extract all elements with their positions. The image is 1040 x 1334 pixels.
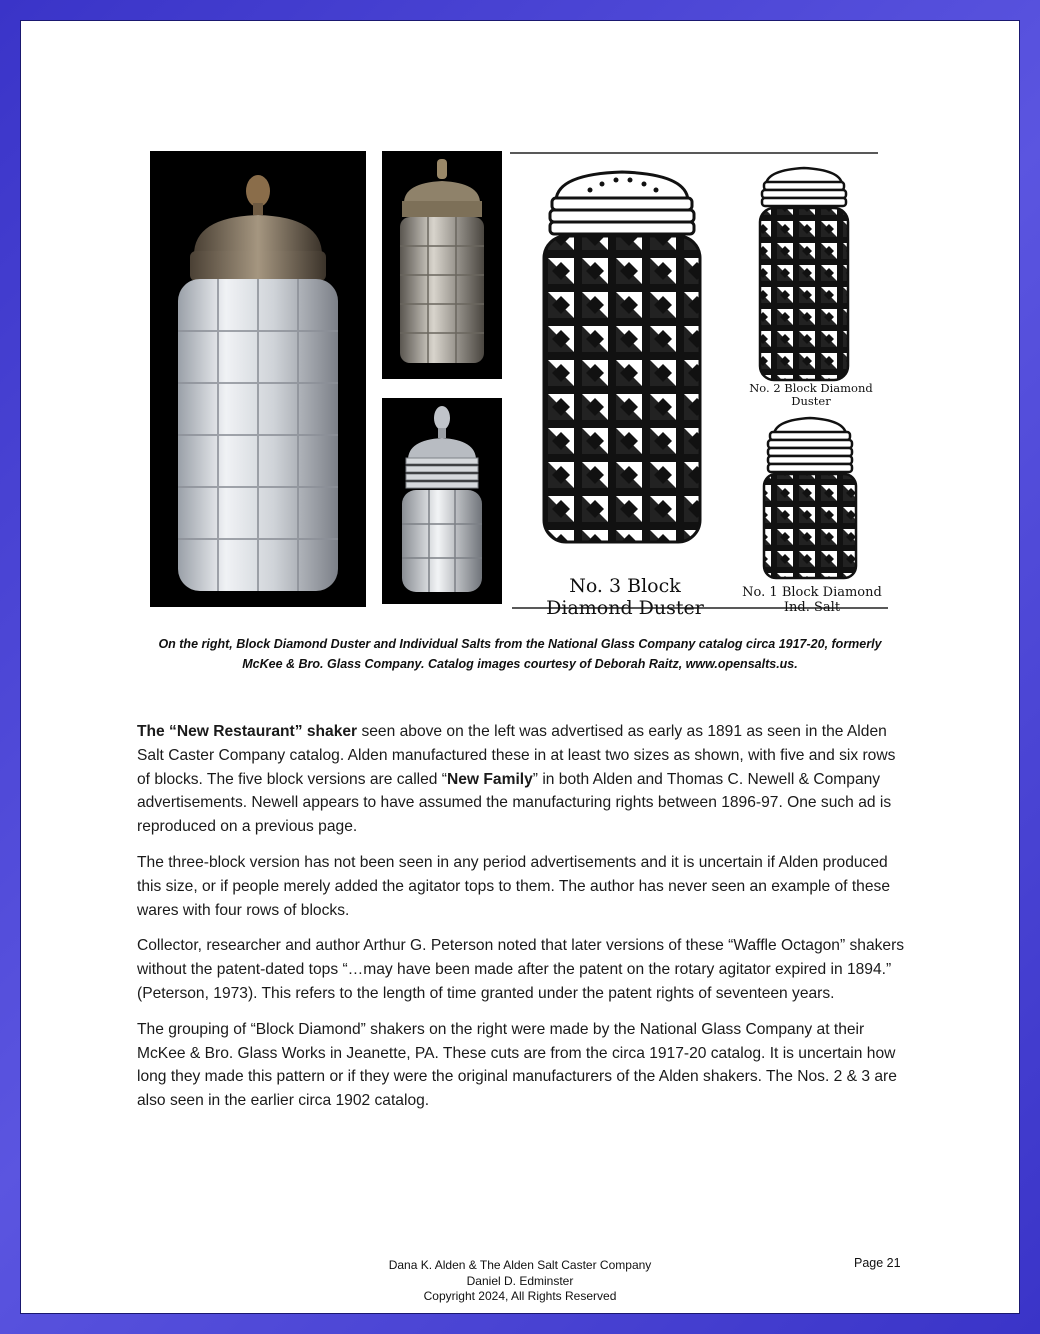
footer-line-2: Daniel D. Edminster [466,1273,574,1288]
caption-line-1: On the right, Block Diamond Duster and Individual Salts from the National Glass Company catalog circa 1917-20, formerly [158,637,882,651]
small-shaker-photo [382,398,502,604]
paragraph-2: The three-block version has not been seen in any period advertisements and it is uncertain if Alden produced this size, or if people merely added the agitator tops to them. The author has never seen an example of these wares with four rows of blocks. [137,853,890,919]
footer-line-3: Copyright 2024, All Rights Reserved [423,1289,617,1303]
paragraph-1-text-a: seen above on the left was advertised as early as 1891 as seen in the Alden Salt Caster Company catalog. Alden manufactured these in at least two sizes as shown, with five and six rows of blocks. The five block versions are called “ [137,723,896,788]
new-family-term: New Family [447,770,533,788]
paragraph-4: The grouping of “Block Diamond” shakers on the right were made by the National Glass Company at their McKee & Bro. Glass Works in Jeanette, PA. These cuts are from the circa 1917-20 catalog. It is uncertain how long they made this pattern or if they were the original manufacturers of the Alden shakers. The Nos. 2 & 3 are also seen in the earlier circa 1902 catalog. [137,1020,897,1110]
no1-salt-drawing [764,418,856,578]
figure-caption [120,634,920,674]
caption-line-2: McKee & Bro. Glass Company. Catalog images courtesy of Deborah Raitz, www.opensalts.us. [242,657,798,671]
no1-label: No. 1 Block Diamond Ind. Salt [742,585,882,615]
catalog-illustration [510,152,890,619]
large-shaker-photo [150,151,366,607]
paragraph-1 [137,720,907,839]
no3-label: No. 3 Block Diamond Duster [546,575,704,619]
body-text [137,720,907,1125]
page-footer [320,1258,720,1305]
new-restaurant-term: The “New Restaurant” shaker [137,723,358,740]
document-page [20,20,1020,1314]
no3-duster-drawing [544,172,700,542]
tall-shaker-photo [382,151,502,379]
paragraph-3: Collector, researcher and author Arthur G. Peterson noted that later versions of these “Waffle Octagon” shakers without the patent-dated tops “…may have been made after the patent on the rotary agitator expired in 1894.” (Peterson, 1973). This refers to the length of time granted under the patent rights of seventeen years. [137,937,905,1002]
no2-label: No. 2 Block Diamond Duster [749,381,873,409]
no2-duster-drawing [760,168,848,380]
footer-line-1: Dana K. Alden & The Alden Salt Caster Company [388,1258,652,1272]
paragraph-1-text-b: ” in both Alden and Thomas C. Newell & Company advertisements. Newell appears to have assumed the manufacturing rights between 1896-97. One such ad is reproduced on a previous page. [137,770,892,836]
page-number: Page 21 [854,1256,901,1270]
